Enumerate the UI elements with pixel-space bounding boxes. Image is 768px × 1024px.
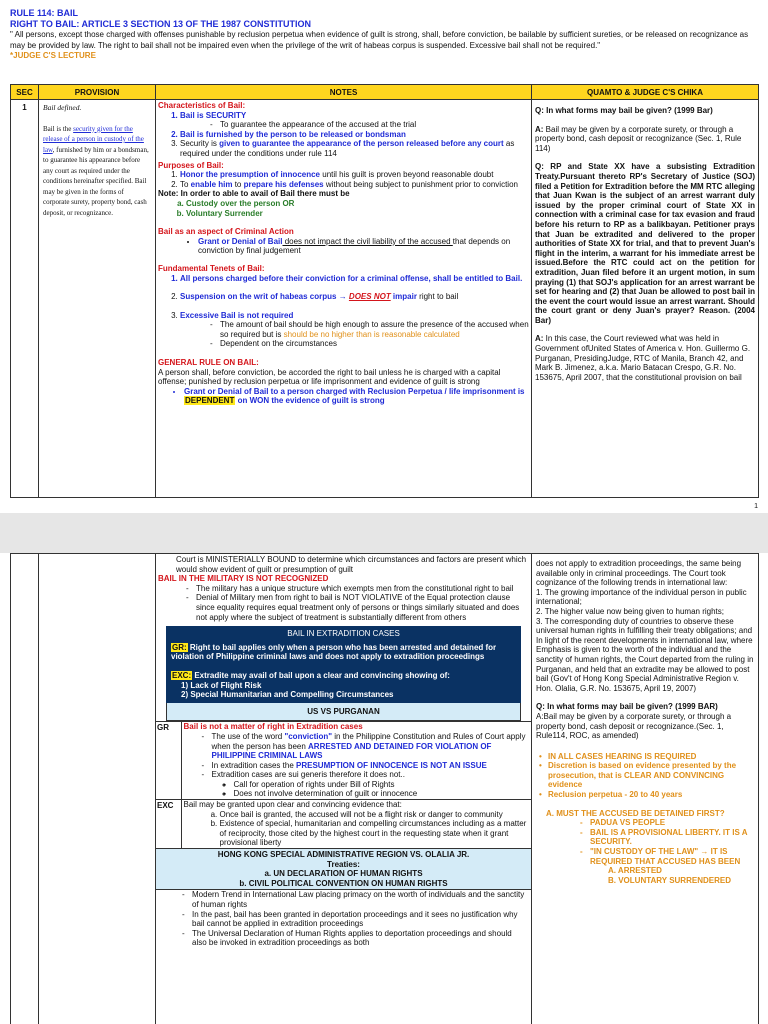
provision-text-a: Bail is the [43, 124, 74, 133]
sub-a-item-3-a: A. ARRESTED [608, 866, 662, 876]
general-rule-title: GENERAL RULE ON BAIL: [158, 358, 259, 368]
gr1-c: in the Philippine Constitution and Rules of Court apply when the person has been [211, 731, 526, 751]
page-number: 1 [754, 503, 758, 510]
chika2-cont: does not apply to extradition proceedings, the same being available only in criminal proceedings. The Court took cognizance of the following trends in international law: [536, 559, 742, 588]
question-3: Q: In what forms may bail be given? (1999 BAR) [536, 702, 718, 712]
col-header-sec: SEC [11, 85, 39, 100]
fund2-a: Suspension on the writ of habeas corpus → [180, 292, 349, 302]
aspect1-b: does not impact the civil liability of the accused [282, 236, 453, 246]
col-header-quamto: QUAMTO & JUDGE C'S CHIKA [532, 85, 759, 100]
document-header [10, 8, 758, 61]
purpose-item-1 [180, 170, 529, 180]
answer-3: A:Bail may be given by a corporate surety, or through a property bond, cash deposit or recognizance.(Sec. 1, Rule114, ROC, as amended) [536, 711, 732, 741]
note-item-a: a. Custody over the person OR [186, 199, 529, 209]
characteristics-title: Characteristics of Bail: [158, 101, 246, 110]
extradition-exc [171, 671, 516, 681]
hk-treaty-a: a. UN DECLARATION OF HUMAN RIGHTS [264, 869, 423, 879]
char-item-2: 2. Bail is furnished by the person to be released or bondsman [180, 130, 529, 140]
purp2-d: prepare his defenses [243, 179, 324, 189]
aspect-title: Bail as an aspect of Criminal Action [158, 227, 294, 237]
gr-item-2 [212, 761, 530, 771]
hk-item-3: - The Universal Declaration of Human Rights applies to deportation proceedings and should also be invoked in extradition proceedings as both [192, 929, 527, 948]
general-rule-item-1 [184, 387, 529, 406]
fund-item-1: 1. All persons charged before their conviction for a criminal offense, shall be entitled to Bail. [180, 274, 529, 284]
right-to-bail-title: RIGHT TO BAIL: ARTICLE 3 SECTION 13 OF THE 1987 CONSTITUTION [10, 19, 312, 29]
sec-cell-empty [11, 554, 39, 1024]
gr-label: GR [156, 722, 181, 800]
gr-content [181, 722, 531, 800]
fundamental-title: Fundamental Tenets of Bail: [158, 263, 265, 273]
sub-a-item-1: - PADUA VS PEOPLE [590, 818, 755, 828]
extradition-title: BAIL IN EXTRADITION CASES [287, 629, 400, 639]
orange-bullet-1: • IN ALL CASES HEARING IS REQUIRED [548, 752, 755, 762]
provision-text [43, 124, 151, 219]
purp2-a: To [180, 179, 191, 189]
sub-a-item-3-text: "IN CUSTODY OF THE LAW" → IT IS REQUIRED THAT ACCUSED HAS BEEN [590, 847, 741, 866]
trend-2: 2. The higher value now being given to human rights; [536, 606, 724, 616]
purp2-e: without being subject to punishment prior to conviction [323, 179, 518, 189]
gr-item-3 [212, 770, 530, 799]
gr-title: Bail is not a matter of right in Extradition cases [183, 722, 363, 732]
extradition-exc-tag: EXC: [172, 670, 192, 680]
col-header-provision: PROVISION [39, 85, 156, 100]
purpose-item-2 [180, 180, 529, 190]
fund-item-3 [180, 311, 529, 349]
constitution-quote: " All persons, except those charged with offenses punishable by reclusion perpetua when evidence of guilt is strong, shall, before conviction, be bailable by sufficient sureties, or be released on recognizance as may be provided by law. The right to bail shall not be impaired even when the privilege of the writ of habeas corpus is suspended. Excessive bail shall not be required." [10, 30, 749, 50]
hk-item-1: - Modern Trend in International Law placing primacy on the worth of individuals and the sanctity of human rights [192, 890, 527, 909]
military-item-2: - Denial of Military men from right to bail is NOT VIOLATIVE of the Equal protection clause since equality requires equal treatment only of persons or things similarly situated and does not apply where the subject of treatment is substantially different from others [196, 593, 528, 622]
gr-item-1 [212, 732, 530, 761]
note-line: Note: In order to able to avail of Bail there must be [158, 189, 350, 199]
provision-title: Bail defined. [43, 103, 82, 112]
extradition-exc-2: 2) Special Humanitarian and Compelling Circumstances [181, 690, 394, 700]
quamto-cell-2 [532, 554, 759, 1024]
answer-1 [535, 125, 755, 154]
aspect1-c: that depends on conviction by final judgement [198, 236, 511, 256]
fund2-d: right to bail [416, 292, 459, 302]
trend-1: 1. The growing importance of the individual person in public international; [536, 587, 747, 607]
purp1-a: Honor the presumption of innocence [180, 170, 321, 180]
col-header-notes: NOTES [156, 85, 532, 100]
purp2-c: to [232, 179, 244, 189]
gr1-a: The use of the word [211, 731, 285, 741]
rule-title: RULE 114: BAIL [10, 8, 79, 18]
char3-a: Security is [180, 139, 220, 149]
exc-item-a: a. Once bail is granted, the accused will not be a flight risk or danger to community [220, 810, 530, 820]
answer-1-lead: A: [535, 124, 544, 134]
provision-cell-empty [39, 554, 156, 1024]
judge-lecture-label: *JUDGE C'S LECTURE [10, 51, 96, 60]
gen1-c: on WON the evidence of guilt is strong [235, 396, 385, 406]
provision-text-c: , furnished by him or a bondsman, to guarantee his appearance before any court as required under the conditions hereinafter specified. Bail may be given in the forms of corporate surety, property bond, cash deposit, or recognizance. [43, 145, 149, 217]
extradition-gr-tag: GR: [172, 642, 187, 652]
general-rule-text: A person shall, before conviction, be accorded the right to bail unless he is charged with a capital offense; punished by reclusion perpetua or life imprisonment and evidence of guilt is strong [158, 367, 501, 387]
purganan-table [156, 721, 531, 849]
gr3-text: Extradition cases are sui generis therefore it does not.. [211, 770, 405, 780]
fund3-sub-2: - Dependent on the circumstances [220, 339, 529, 349]
gen1-a: Grant or Denial of Bail to a person charged with Reclusion Perpetua / life imprisonment is [184, 386, 525, 396]
fund2-b: DOES NOT [348, 292, 391, 302]
char3-b: given to guarantee the appearance of the person released before any court [219, 139, 504, 149]
hk-title: HONG KONG SPECIAL ADMINISTRATIVE REGION VS. OLALIA JR. [217, 850, 470, 860]
military-item-1: - The military has a unique structure which exempts men from the constitutional right to bail [196, 584, 528, 594]
fund3-text: Excessive Bail is not required [180, 310, 294, 320]
bail-table-page-2 [10, 553, 759, 1024]
bail-table-page-1 [10, 84, 759, 498]
question-1: Q: In what forms may bail be given? (1999 Bar) [535, 106, 713, 115]
exc-title: Bail may be granted upon clear and convincing evidence that: [183, 800, 402, 810]
hk-header [156, 849, 531, 890]
answer-1-text: Bail may be given by a corporate surety, or through a property bond, cash deposit or recognizance (Sec. 1, Rule 114) [535, 124, 742, 153]
gr3-bullet-2: - ◦ Does not involve determination of guilt or innocence [234, 789, 530, 799]
extradition-box [166, 626, 521, 703]
notes-cell-1 [156, 100, 532, 498]
military-title: BAIL IN THE MILITARY IS NOT RECOGNIZED [158, 574, 329, 584]
exc-label: EXC [156, 800, 181, 849]
fund3-sub1-b: should be no higher than is reasonable calculated [283, 329, 460, 339]
fund3-sub1-a: The amount of bail should be high enough to assure the presence of the accused when so required but is [220, 320, 529, 339]
hk-item-2: - In the past, bail has been granted in deportation proceedings and it sees no justification why bail cannot be applied in extradition proceedings [192, 910, 527, 929]
char3-c: as required under the conditions under rule 114 [180, 139, 515, 158]
fund3-sub-1 [220, 320, 529, 339]
fund2-c: impair [390, 292, 417, 302]
sub-question-a: A. MUST THE ACCUSED BE DETAINED FIRST? [546, 808, 725, 818]
exc-item-b: b. Existence of special, humanitarian and compelling circumstances including as a matter of reciprocity, those cited by the highest court in the requesting state when it grant provisional liberty [220, 819, 530, 848]
char-item-1-sub: - To guarantee the appearance of the accused at the trial [220, 120, 529, 130]
question-2: Q: RP and State XX have a subsisting Extradition Treaty.Pursuant thereto RP's Secretary of Justice (SOJ) filed a Petition for Extradition before the MM RTC alleging that Juan Kwan is the subject of an arrest warrant duly issued by the proper criminal court of State XX in connection with a criminal case for tax evasion and fraud before his return to RP as a balikbayan. Petitioner prays that Juan be extradited and delivered to the proper authorities of State XX for trial, and that to prevent Juan's flight in the interim, a warrant for his immediate arrest be issued.Before the RTC could act on the petition for extradition, Juan filed before it an urgent motion, in sum praying (1) that SOJ's application for an arrest warrant be set for hearing and (2) that Juan be allowed to post bail in the event the court would issue an arrest warrant. Should the court grant or deny Juan's prayer? Reason. (2004 Bar) [535, 162, 755, 325]
provision-cell [39, 100, 156, 498]
purp1-b: until his guilt is proven beyond reasonable doubt [320, 170, 494, 180]
page-2 [0, 553, 768, 1024]
gr2-a: In extradition cases the [211, 760, 296, 770]
notes-cell-2 [156, 554, 532, 1024]
answer-2 [535, 334, 755, 382]
extradition-exc-text: Extradite may avail of bail upon a clear and convincing showing of: [192, 670, 450, 680]
answer-2-text: In this case, the Court reviewed what was held in Government ofUnited States of America v. Hon. Guillermo G. Purganan, PresidingJudge, RTC of Manila, Branch 42, and Mark B. Jimenez, a.k.a. Mario Batacan Crespo, G.R. No. 153675, April 2007, that the constitutional provision on bail [535, 334, 751, 382]
exc-content [181, 800, 531, 849]
extradition-gr [171, 643, 516, 662]
hk-treaties: Treaties: [327, 859, 360, 869]
orange-bullet-3: • Reclusion perpetua - 20 to 40 years [548, 790, 755, 800]
gen1-b: DEPENDENT [185, 396, 235, 406]
char-item-1-text: Bail is SECURITY [180, 110, 247, 120]
sub-a-item-2: - BAIL IS A PROVISIONAL LIBERTY. IT IS A SECURITY. [590, 828, 755, 847]
aspect1-a: Grant or Denial of Bail [198, 236, 283, 246]
answer-2-lead: A: [535, 334, 544, 344]
char-item-1 [180, 111, 529, 130]
gr3-bullet-1: - ◦ Call for operation of rights under Bill of Rights [234, 780, 530, 790]
purposes-title: Purposes of Bail: [158, 160, 224, 170]
aspect-item-1 [198, 237, 529, 256]
sub-a-item-3 [590, 847, 755, 885]
gr1-d: ARRESTED AND DETAINED FOR VIOLATION OF PHILIPPINE CRIMINAL LAWS [211, 741, 492, 761]
orange-bullets [536, 752, 755, 800]
orange-bullet-2: • Discretion is based on evidence presented by the prosecution, that is CLEAR AND CONVINCING evidence [548, 761, 755, 790]
gr2-b: PRESUMPTION OF INNOCENCE IS NOT AN ISSUE [296, 760, 487, 770]
hk-treaty-b: b. CIVIL POLITICAL CONVENTION ON HUMAN RIGHTS [239, 878, 448, 888]
purganan-title: US VS PURGANAN [166, 703, 521, 722]
trend-3: 3. The corresponding duty of countries to observe these universal human rights in fulfilling their treaty obligations; and In light of the recent developments in international law, where Emphasis is given to the worth of the individual and the sanctity of human rights, the Court departed from the ruling in Purganan, and held that an extradite may be allowed to post bail (Gov't of Hong Kong Special Administrative Region v. Hon. Olalia, G.R. No. 153675, April 19, 2007) [536, 616, 754, 693]
sec-cell: 1 [11, 100, 39, 498]
sub-a-item-3-b: B. VOLUNTARY SURRENDERED [608, 875, 731, 885]
ministerial-text: Court is MINISTERIALLY BOUND to determine which circumstances and factors are present which would show evident of guilt or presumption of guilt [176, 555, 527, 574]
gr1-b: "conviction" [284, 731, 333, 741]
provision-text-highlight: security given for the release of a person in custody of the law [43, 124, 144, 154]
quamto-cell-1 [532, 100, 759, 498]
extradition-exc-1: 1) Lack of Flight Risk [181, 680, 262, 690]
char-item-3 [180, 139, 529, 158]
purp2-b: enable him [190, 179, 233, 189]
fund-item-2 [180, 292, 529, 302]
note-item-b: b. Voluntary Surrender [186, 209, 529, 219]
extradition-gr-text: Right to bail applies only when a person who has been arrested and detained for violation of Philippine criminal laws and does not apply to extradition proceedings [171, 642, 497, 662]
